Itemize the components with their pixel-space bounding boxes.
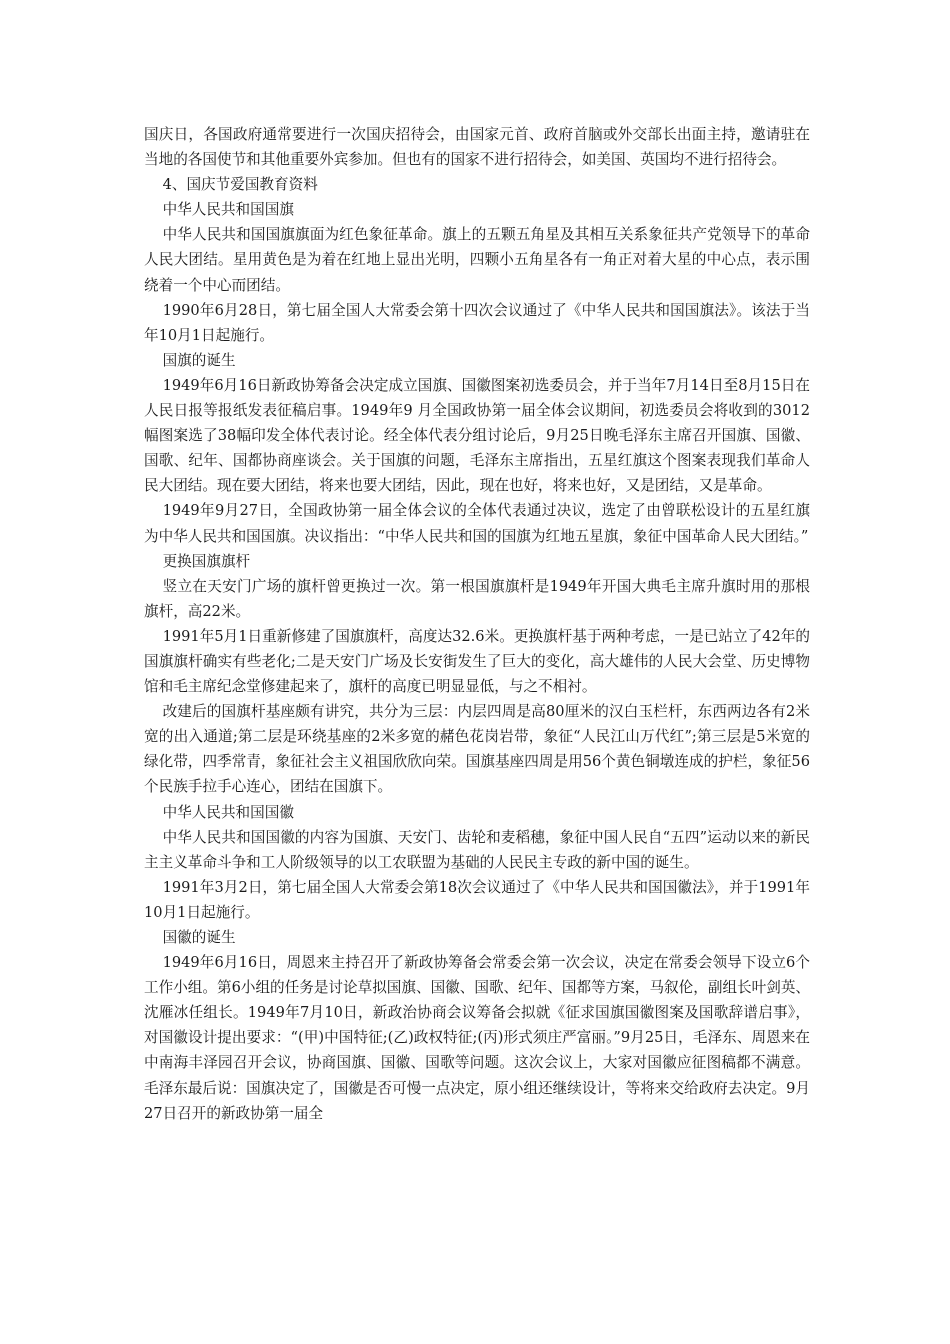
section-heading-flagpole-replacement: 更换国旗旗杆 — [162, 552, 251, 570]
paragraph-emblem-history: 1949年6月16日，周恩来主持召开了新政协筹备会常委会第一次会议，决定在常委会领导下设立6个工作小组。第6小组的任务是讨论草拟国旗、国徽、国歌、纪年、国都等方案，马叙伦，副组长叶剑英、沈雁冰任组长。1949年7月10日，新政治协商会议筹备会拟就《征求国旗国徽图案及国歌辞谱启事》，对国徽设计提出要求：“(甲)中国特征;(乙)政权特征;(丙)形式须庄严富丽。”9月25日，毛泽东、周恩来在中南海丰泽园召开会议，协商国旗、国徽、国歌等问题。这次会议上，大家对国徽应征图稿都不满意。毛泽东最后说：国旗决定了，国徽是否可慢一点决定，原小组还继续设计，等将来交给政府去决定。9月27日召开的新政协第一届全 — [144, 954, 811, 1122]
section-heading-flag-birth: 国旗的诞生 — [162, 351, 236, 369]
paragraph-flagpole-base: 改建后的国旗杆基座颇有讲究，共分为三层：内层四周是高80厘米的汉白玉栏杆，东西两边各有2米宽的出入通道;第二层是环绕基座的2米多宽的赭色花岗岩带，象征“人民江山万代红”;第三层是5米宽的绿化带，四季常青，象征社会主义祖国欣欣向荣。国旗基座四周是用56个黄色铜墩连成的护栏，象征56个民族手拉手心连心，团结在国旗下。 — [144, 703, 810, 796]
paragraph-emblem-law: 1991年3月2日，第七届全国人大常委会第18次会议通过了《中华人民共和国国徽法》，并于1991年10月1日起施行。 — [144, 878, 810, 921]
document-body — [144, 122, 810, 1126]
section-heading-education-materials: 4、国庆节爱国教育资料 — [162, 176, 318, 194]
paragraph-emblem-content: 中华人民共和国国徽的内容为国旗、天安门、齿轮和麦稻穗，象征中国人民自“五四”运动以来的新民主主义革命斗争和工人阶级领导的以工农联盟为基础的人民民主专政的新中国的诞生。 — [144, 828, 810, 871]
section-heading-national-emblem: 中华人民共和国国徽 — [162, 803, 294, 821]
paragraph-new-flagpole: 1991年5月1日重新修建了国旗旗杆，高度达32.6米。更换旗杆基于两种考虑，一是已站立了42年的国旗旗杆确实有些老化;二是天安门广场及长安街发生了巨大的变化，高大雄伟的人民大会堂、历史博物馆和毛主席纪念堂修建起来了，旗杆的高度已明显显低，与之不相衬。 — [144, 627, 810, 696]
paragraph-first-flagpole: 竖立在天安门广场的旗杆曾更换过一次。第一根国旗旗杆是1949年开国大典毛主席升旗时用的那根旗杆，高22米。 — [144, 577, 810, 620]
paragraph-flag-selection: 1949年6月16日新政协筹备会决定成立国旗、国徽图案初选委员会，并于当年7月14日至8月15日在人民日报等报纸发表征稿启事。1949年9 月全国政协第一届全体会议期间，初选委员会将收到的3012幅图案选了38幅印发全体代表讨论。经全体代表分组讨论后，9月25日晚毛泽东主席召开国旗、国徽、国歌、纪年、国都协商座谈会。关于国旗的问题，毛泽东主席指出，五星红旗这个图案表现我们革命人民大团结。现在要大团结，将来也要大团结，因此，现在也好，将来也好，又是团结，又是革命。 — [144, 376, 810, 495]
paragraph-flag-resolution: 1949年9月27日，全国政协第一届全体会议的全体代表通过决议，选定了由曾联松设计的五星红旗为中华人民共和国国旗。决议指出：“中华人民共和国的国旗为红地五星旗，象征中国革命人民大团结。” — [144, 502, 810, 545]
paragraph-flag-law: 1990年6月28日，第七届全国人大常委会第十四次会议通过了《中华人民共和国国旗法》。该法于当年10月1日起施行。 — [144, 301, 810, 344]
section-heading-emblem-birth: 国徽的诞生 — [162, 929, 236, 946]
section-heading-national-flag: 中华人民共和国国旗 — [162, 201, 294, 219]
paragraph-flag-symbolism: 中华人民共和国国旗旗面为红色象征革命。旗上的五颗五角星及其相互关系象征共产党领导下的革命人民大团结。星用黄色是为着在红地上显出光明，四颗小五角星各有一角正对着大星的中心点，表示围绕着一个中心而团结。 — [144, 226, 810, 294]
paragraph-national-day-reception: 国庆日，各国政府通常要进行一次国庆招待会，由国家元首、政府首脑或外交部长出面主持，邀请驻在当地的各国使节和其他重要外宾参加。但也有的国家不进行招待会，如美国、英国均不进行招待会。 — [144, 126, 810, 169]
